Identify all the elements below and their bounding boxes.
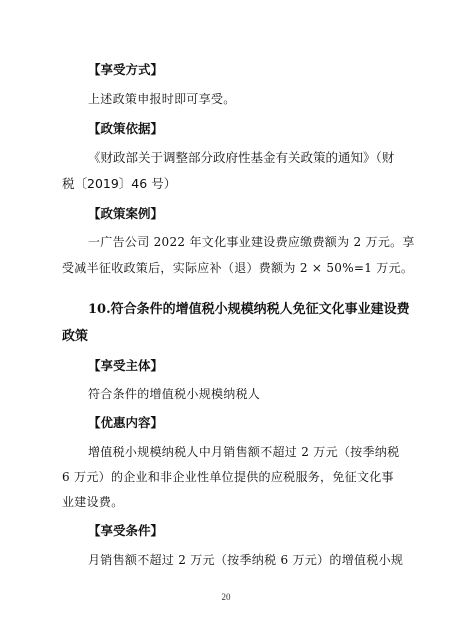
condition-heading: 【享受条件】 [88,523,164,538]
case-line-2: 受减半征收政策后，实际应补（退）费额为 2 × 50%=1 万元。 [62,261,414,275]
section-title-line-1: 10.符合条件的增值税小规模纳税人免征文化事业建设费 [88,302,410,317]
content-line-1: 增值税小规模纳税人中月销售额不超过 2 万元（按季纳税 [88,445,400,459]
content-line-2: 6 万元）的企业和非企业性单位提供的应税服务，免征文化事 [62,470,394,484]
subject-text: 符合条件的增值税小规模纳税人 [88,387,261,401]
basis-line-2: 税〔2019〕46 号） [62,176,177,191]
page-number: 20 [221,592,231,602]
condition-line-1: 月销售额不超过 2 万元（按季纳税 6 万元）的增值税小规 [88,553,404,567]
content-heading: 【优惠内容】 [88,415,164,430]
case-line-1: 一广告公司 2022 年文化事业建设费应缴费额为 2 万元。享 [88,235,415,249]
content-line-3: 业建设费。 [62,495,124,509]
section-title-line-2: 政策 [62,329,89,344]
basis-heading: 【政策依据】 [88,121,164,136]
basis-line-1: 《财政部关于调整部分政府性基金有关政策的通知》（财 [88,150,395,165]
method-text: 上述政策申报时即可享受。 [88,92,236,106]
case-heading: 【政策案例】 [88,206,164,221]
subject-heading: 【享受主体】 [88,358,164,373]
method-heading: 【享受方式】 [88,62,164,77]
